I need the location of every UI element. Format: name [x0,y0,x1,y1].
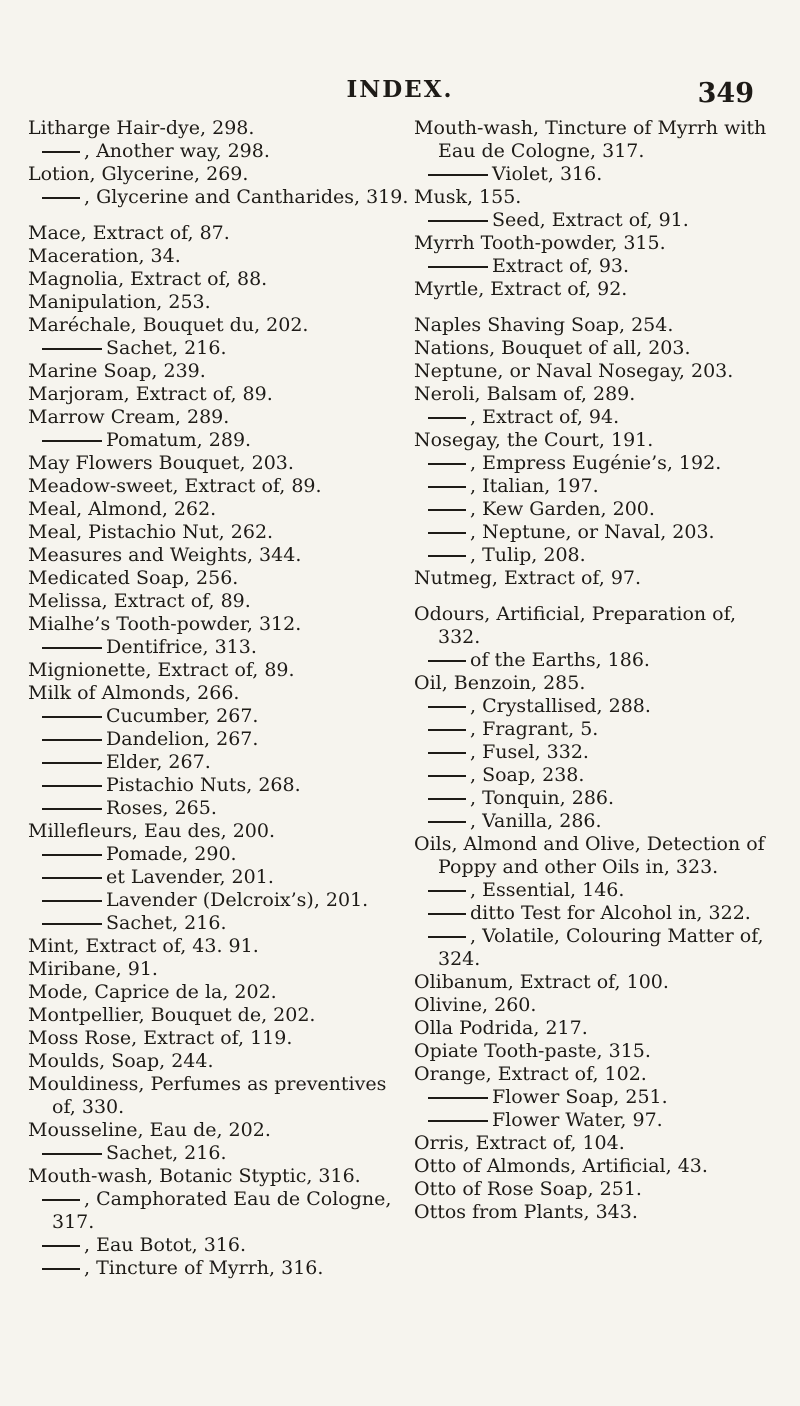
ditto-dash [42,785,102,787]
index-entry-text: of the Earths, 186. [470,649,650,671]
ditto-dash [42,877,102,879]
section-gap [28,209,410,222]
index-entry-text: Mouth-wash, Botanic Styptic, 316. [28,1165,361,1187]
index-entry-text: , Extract of, 94. [470,406,620,428]
index-entry-text: , Glycerine and Cantharides, 319. [84,186,409,208]
index-entry-text: Mint, Extract of, 43. 91. [28,935,259,957]
index-entry-text: Melissa, Extract of, 89. [28,590,251,612]
index-entry-text: Neroli, Balsam of, 289. [414,383,636,405]
index-entry [414,1155,782,1178]
right-index-column [414,117,782,1224]
ditto-dash [428,1097,488,1099]
index-entry [414,567,782,590]
index-entry-text: Oils, Almond and Olive, Detection of Poppy and other Oils in, 323. [414,833,765,878]
index-entry [414,209,782,232]
index-entry-text: Nosegay, the Court, 191. [414,429,654,451]
index-entry-text: Seed, Extract of, 91. [492,209,689,231]
index-entry [28,843,410,866]
section-gap [414,590,782,603]
index-entry-text: Nutmeg, Extract of, 97. [414,567,642,589]
index-entry-text: , Vanilla, 286. [470,810,602,832]
index-entry [414,1017,782,1040]
index-entry [414,672,782,695]
ditto-dash [428,1120,488,1122]
index-entry [414,994,782,1017]
index-entry-text: , Fragrant, 5. [470,718,599,740]
index-entry-text: Odours, Artificial, Preparation of, 332. [414,603,736,648]
ditto-dash [42,1268,80,1270]
index-entry [414,695,782,718]
index-entry [414,810,782,833]
index-entry [28,268,410,291]
index-entry-text: Neptune, or Naval Nosegay, 203. [414,360,734,382]
ditto-dash [428,890,466,892]
index-entry-text: Otto of Rose Soap, 251. [414,1178,642,1200]
index-entry-text: Milk of Almonds, 266. [28,682,240,704]
index-entry [28,383,410,406]
index-entry-text: , Soap, 238. [470,764,585,786]
ditto-dash [428,463,466,465]
ditto-dash [42,762,102,764]
index-entry-text: Myrtle, Extract of, 92. [414,278,628,300]
index-entry [28,544,410,567]
index-entry [28,935,410,958]
ditto-dash [42,1245,80,1247]
index-entry-text: Otto of Almonds, Artificial, 43. [414,1155,708,1177]
index-entry-text: Marine Soap, 239. [28,360,206,382]
index-entry [414,833,782,879]
ditto-dash [428,509,466,511]
index-entry-text: Maceration, 34. [28,245,181,267]
ditto-dash [428,913,466,915]
index-entry-text: Olibanum, Extract of, 100. [414,971,669,993]
index-entry-text: Oil, Benzoin, 285. [414,672,586,694]
index-entry-text: , Crystallised, 288. [470,695,651,717]
index-entry [28,475,410,498]
ditto-dash [428,821,466,823]
index-entry-text: Mouth-wash, Tincture of Myrrh with Eau de Cologne, 317. [414,117,767,162]
page-number: 349 [697,78,754,109]
index-entry [28,429,410,452]
index-entry-text: , Kew Garden, 200. [470,498,655,520]
index-entry-text: Medicated Soap, 256. [28,567,239,589]
index-entry-text: Pomade, 290. [106,843,237,865]
index-entry-text: , Another way, 298. [84,140,270,162]
index-entry [414,603,782,649]
index-entry-text: Magnolia, Extract of, 88. [28,268,268,290]
index-entry-text: , Neptune, or Naval, 203. [470,521,715,543]
index-entry [414,1040,782,1063]
index-entry-text: Marrow Cream, 289. [28,406,230,428]
index-entry [414,1201,782,1224]
index-entry-text: Flower Soap, 251. [492,1086,668,1108]
ditto-dash [428,266,488,268]
index-entry [28,705,410,728]
index-entry-text: Lotion, Glycerine, 269. [28,163,249,185]
index-entry-text: Moss Rose, Extract of, 119. [28,1027,293,1049]
index-entry-text: Mousseline, Eau de, 202. [28,1119,271,1141]
index-entry [414,475,782,498]
index-entry-text: Sachet, 216. [106,337,227,359]
index-entry [28,1004,410,1027]
index-entry [28,820,410,843]
ditto-dash [42,151,80,153]
ditto-dash [428,775,466,777]
index-entry [28,682,410,705]
index-entry [28,590,410,613]
index-entry-text: Ottos from Plants, 343. [414,1201,638,1223]
index-entry-text: Sachet, 216. [106,912,227,934]
section-gap [414,301,782,314]
index-entry-text: Dandelion, 267. [106,728,259,750]
index-entry [414,971,782,994]
index-entry [28,1027,410,1050]
index-entry-text: Naples Shaving Soap, 254. [414,314,674,336]
index-entry-text: Meadow-sweet, Extract of, 89. [28,475,322,497]
index-entry-text: Dentifrice, 313. [106,636,257,658]
index-entry-text: Montpellier, Bouquet de, 202. [28,1004,316,1026]
ditto-dash [42,440,102,442]
index-entry [414,1086,782,1109]
index-entry [28,314,410,337]
index-entry [414,764,782,787]
index-entry [28,636,410,659]
index-entry [28,1257,410,1280]
index-entry [414,787,782,810]
ditto-dash [428,706,466,708]
index-entry-text: Pistachio Nuts, 268. [106,774,301,796]
index-entry-text: May Flowers Bouquet, 203. [28,452,294,474]
ditto-dash [428,220,488,222]
index-entry-text: Opiate Tooth-paste, 315. [414,1040,651,1062]
left-index-column [28,117,410,1280]
index-entry-text: Sachet, 216. [106,1142,227,1164]
index-entry-text: , Fusel, 332. [470,741,589,763]
index-entry [414,117,782,163]
index-entry-text: ditto Test for Alcohol in, 322. [470,902,751,924]
index-entry [414,1132,782,1155]
index-entry-text: Moulds, Soap, 244. [28,1050,214,1072]
index-entry-text: , Tincture of Myrrh, 316. [84,1257,324,1279]
index-entry [28,981,410,1004]
index-entry [414,1178,782,1201]
index-entry [28,498,410,521]
index-entry-text: Roses, 265. [106,797,217,819]
index-entry-text: Musk, 155. [414,186,522,208]
ditto-dash [42,1199,80,1201]
index-entry-text: , Tulip, 208. [470,544,586,566]
index-entry [28,1234,410,1257]
index-entry-text: Litharge Hair-dye, 298. [28,117,255,139]
index-entry-text: Elder, 267. [106,751,211,773]
index-entry [28,659,410,682]
index-entry [414,163,782,186]
index-entry [414,544,782,567]
index-entry-text: , Empress Eugénie’s, 192. [470,452,722,474]
ditto-dash [42,647,102,649]
index-entry [414,452,782,475]
index-entry [28,140,410,163]
index-entry [28,567,410,590]
index-entry [28,889,410,912]
ditto-dash [428,486,466,488]
index-entry [28,245,410,268]
index-entry [414,314,782,337]
index-entry-text: Measures and Weights, 344. [28,544,302,566]
index-entry [28,1119,410,1142]
index-entry [414,383,782,406]
index-entry [28,1165,410,1188]
index-entry [414,741,782,764]
ditto-dash [428,660,466,662]
index-entry-text: , Tonquin, 286. [470,787,615,809]
index-entry [414,521,782,544]
index-entry-text: , Volatile, Colouring Matter of, 324. [438,925,764,970]
index-entry-text: Nations, Bouquet of all, 203. [414,337,691,359]
index-entry [414,879,782,902]
index-entry [414,429,782,452]
index-entry [28,866,410,889]
index-entry [28,1073,410,1119]
index-entry-text: Mignionette, Extract of, 89. [28,659,295,681]
index-entry [28,912,410,935]
index-entry [28,728,410,751]
index-entry-text: Orange, Extract of, 102. [414,1063,647,1085]
ditto-dash [42,1153,102,1155]
index-entry [414,406,782,429]
index-entry [28,751,410,774]
ditto-dash [428,532,466,534]
index-entry [28,117,410,140]
index-entry [28,1050,410,1073]
ditto-dash [428,729,466,731]
index-entry-text: Orris, Extract of, 104. [414,1132,625,1154]
ditto-dash [428,752,466,754]
index-entry [28,222,410,245]
index-entry [414,255,782,278]
index-entry [414,360,782,383]
index-entry-text: et Lavender, 201. [106,866,274,888]
index-entry [414,1109,782,1132]
index-entry-text: Flower Water, 97. [492,1109,663,1131]
index-entry-text: Mode, Caprice de la, 202. [28,981,277,1003]
index-entry [28,774,410,797]
index-entry-text: Olla Podrida, 217. [414,1017,588,1039]
index-entry [28,1188,410,1234]
index-entry [28,291,410,314]
index-entry-text: Mace, Extract of, 87. [28,222,230,244]
ditto-dash [428,936,466,938]
index-entry [28,1142,410,1165]
ditto-dash [428,798,466,800]
index-entry-text: Mouldiness, Perfumes as preventives of, 330. [28,1073,387,1118]
ditto-dash [42,348,102,350]
index-entry-text: , Eau Botot, 316. [84,1234,247,1256]
index-entry-text: Olivine, 260. [414,994,537,1016]
index-entry-text: Myrrh Tooth-powder, 315. [414,232,666,254]
index-entry [414,718,782,741]
index-entry-text: Cucumber, 267. [106,705,259,727]
index-entry [414,232,782,255]
index-entry [28,521,410,544]
index-entry [28,958,410,981]
index-entry [414,649,782,672]
index-entry [28,452,410,475]
index-entry-text: , Italian, 197. [470,475,599,497]
index-entry [28,360,410,383]
index-entry [414,902,782,925]
index-entry-text: Meal, Pistachio Nut, 262. [28,521,274,543]
ditto-dash [42,197,80,199]
ditto-dash [42,739,102,741]
ditto-dash [428,417,466,419]
ditto-dash [42,716,102,718]
index-entry [414,278,782,301]
index-entry [28,337,410,360]
index-entry-text: Violet, 316. [492,163,603,185]
index-entry [414,925,782,971]
index-entry-text: Extract of, 93. [492,255,630,277]
index-entry [414,498,782,521]
ditto-dash [428,174,488,176]
page-header-title: INDEX. [346,76,454,103]
index-entry-text: Mialhe’s Tooth-powder, 312. [28,613,302,635]
index-entry-text: Pomatum, 289. [106,429,252,451]
index-entry [28,797,410,820]
index-entry-text: , Camphorated Eau de Cologne, 317. [52,1188,392,1233]
ditto-dash [42,900,102,902]
ditto-dash [42,854,102,856]
index-entry-text: , Essential, 146. [470,879,625,901]
index-entry [414,337,782,360]
index-entry-text: Lavender (Delcroix’s), 201. [106,889,369,911]
index-entry [28,163,410,186]
index-entry-text: Manipulation, 253. [28,291,211,313]
ditto-dash [42,923,102,925]
ditto-dash [42,808,102,810]
index-entry [28,186,410,209]
index-entry [28,613,410,636]
index-entry [414,1063,782,1086]
index-entry-text: Millefleurs, Eau des, 200. [28,820,276,842]
index-entry-text: Maréchale, Bouquet du, 202. [28,314,309,336]
index-entry-text: Meal, Almond, 262. [28,498,217,520]
index-entry [28,406,410,429]
ditto-dash [428,555,466,557]
index-entry-text: Miribane, 91. [28,958,158,980]
index-entry [414,186,782,209]
index-entry-text: Marjoram, Extract of, 89. [28,383,273,405]
